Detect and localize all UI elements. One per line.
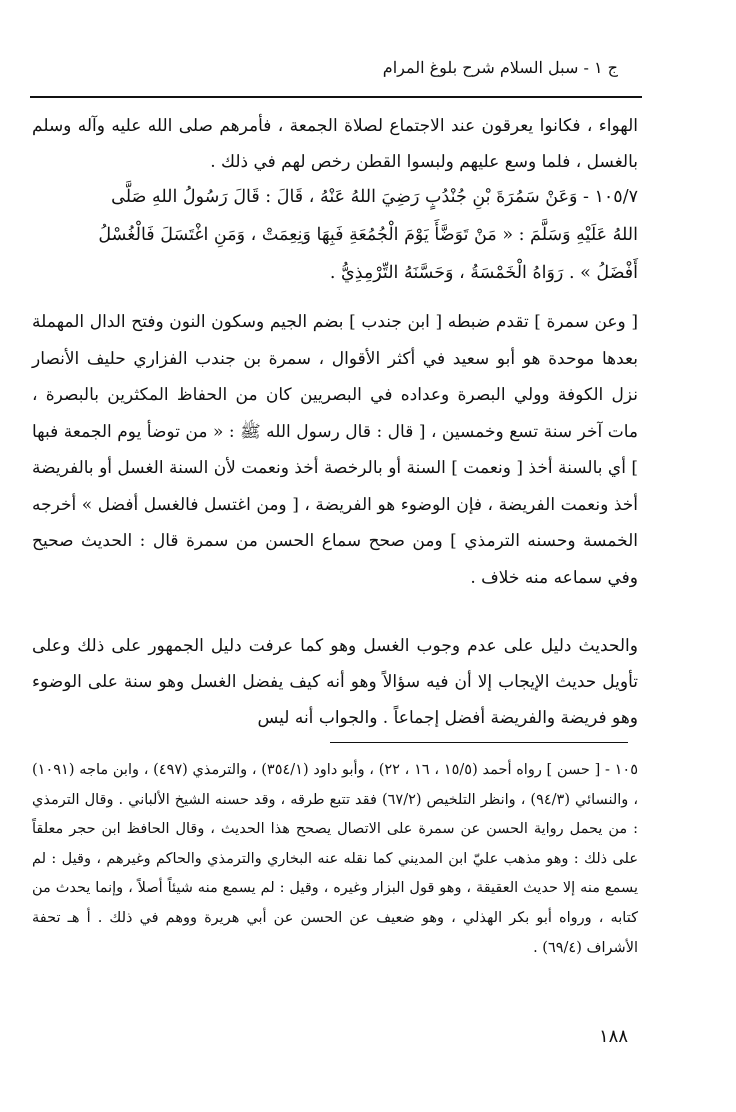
footnote: ١٠٥ - [ حسن ] رواه أحمد (١٥/٥ ، ١٦ ، ٢٢) ، وأبو داود (٣٥٤/١) ، والترمذي (٤٩٧) ، وابن ماجه (١٠٩١) ، والنسائي (٩٤/٣) ، وانظر التلخيص (٦٧/٢) فقد تتبع طرقه ، وقد حسنه الشيخ الألباني . وقال الترمذي : من يحمل رواية الحسن عن سمرة على الاتصال يصحح هذا الحديث ، وقال الحافظ ابن حجر معلقاً على ذلك : وهو مذهب عليّ ابن المديني كما نقله عنه البخاري والترمذي والحاكم وغيرهم ، وقيل : لم يسمع منه إلا حديث العقيقة ، وهو قول البزار وغيره ، وقيل : لم يسمع منه شيئاً أصلاً ، وإنما يحدث من كتابه ، ورواه أبو بكر الهذلي ، وهو ضعيف عن الحسن عن أبي هريرة ووهم في ذلك . أ هـ تحفة الأشراف (٦٩/٤) . (32, 762, 639, 956)
hadith-line: أَفْضَلُ » . رَوَاهُ الْخَمْسَةُ ، وَحَسَّنَهُ التِّرْمِذِيُّ . (329, 263, 638, 283)
intro-paragraph: الهواء ، فكانوا يعرقون عند الاجتماع لصلاة الجمعة ، فأمرهم صلى الله عليه وآله وسلم بالغسل ، فلما وسع عليهم ولبسوا القطن رخص لهم في ذلك . (32, 116, 638, 172)
commentary-paragraph: [ وعن سمرة ] تقدم ضبطه [ ابن جندب ] بضم الجيم وسكون النون وفتح الدال المهملة بعدها موحدة هو أبو سعيد في أكثر الأقوال ، سمرة بن جندب الفزاري حليف الأنصار نزل الكوفة وولي البصرة وعداده في البصريين كان من الحفاظ المكثرين بالبصرة ، مات آخر سنة تسع وخمسين ، [ قال : قال رسول الله ﷺ : « من توضأ يوم الجمعة فبها ] أي بالسنة أخذ [ ونعمت ] السنة أو بالرخصة أخذ ونعمت لأن السنة الغسل أو بالفريضة أخذ ونعمت الفريضة ، فإن الوضوء هو الفريضة ، [ ومن اغتسل فالغسل أفضل » أخرجه الخمسة وحسنه الترمذي ] ومن صحح سماع الحسن من سمرة قال : الحديث صحيح وفي سماعه منه خلاف . (32, 312, 638, 588)
header-divider (30, 96, 642, 98)
running-header: ج ١ - سبل السلام شرح بلوغ المرام (382, 58, 618, 77)
hadith-text (32, 178, 638, 292)
footnote-divider (330, 742, 628, 743)
hadith-line: اللهُ عَلَيْهِ وَسَلَّمَ : « مَنْ تَوَضَّأَ يَوْمَ الْجُمُعَةِ فَبِهَا وَنِعِمَتْ ، وَمَنِ اغْتَسَلَ فَالْغُسْلُ (98, 225, 638, 245)
page-number: ١٨٨ (598, 1026, 628, 1047)
hadith-line: ١٠٥/٧ - وَعَنْ سَمُرَةَ بْنِ جُنْدُبٍ رَضِيَ اللهُ عَنْهُ ، قَالَ : قَالَ رَسُولُ اللهِ صَلَّى (111, 187, 638, 207)
discussion-paragraph: والحديث دليل على عدم وجوب الغسل وهو كما عرفت دليل الجمهور على ذلك وعلى تأويل حديث الإيجاب إلا أن فيه سؤالاً وهو أنه كيف يفضل الغسل وهو سنة على الوضوء وهو فريضة والفريضة أفضل إجماعاً . والجواب أنه ليس (32, 636, 638, 728)
